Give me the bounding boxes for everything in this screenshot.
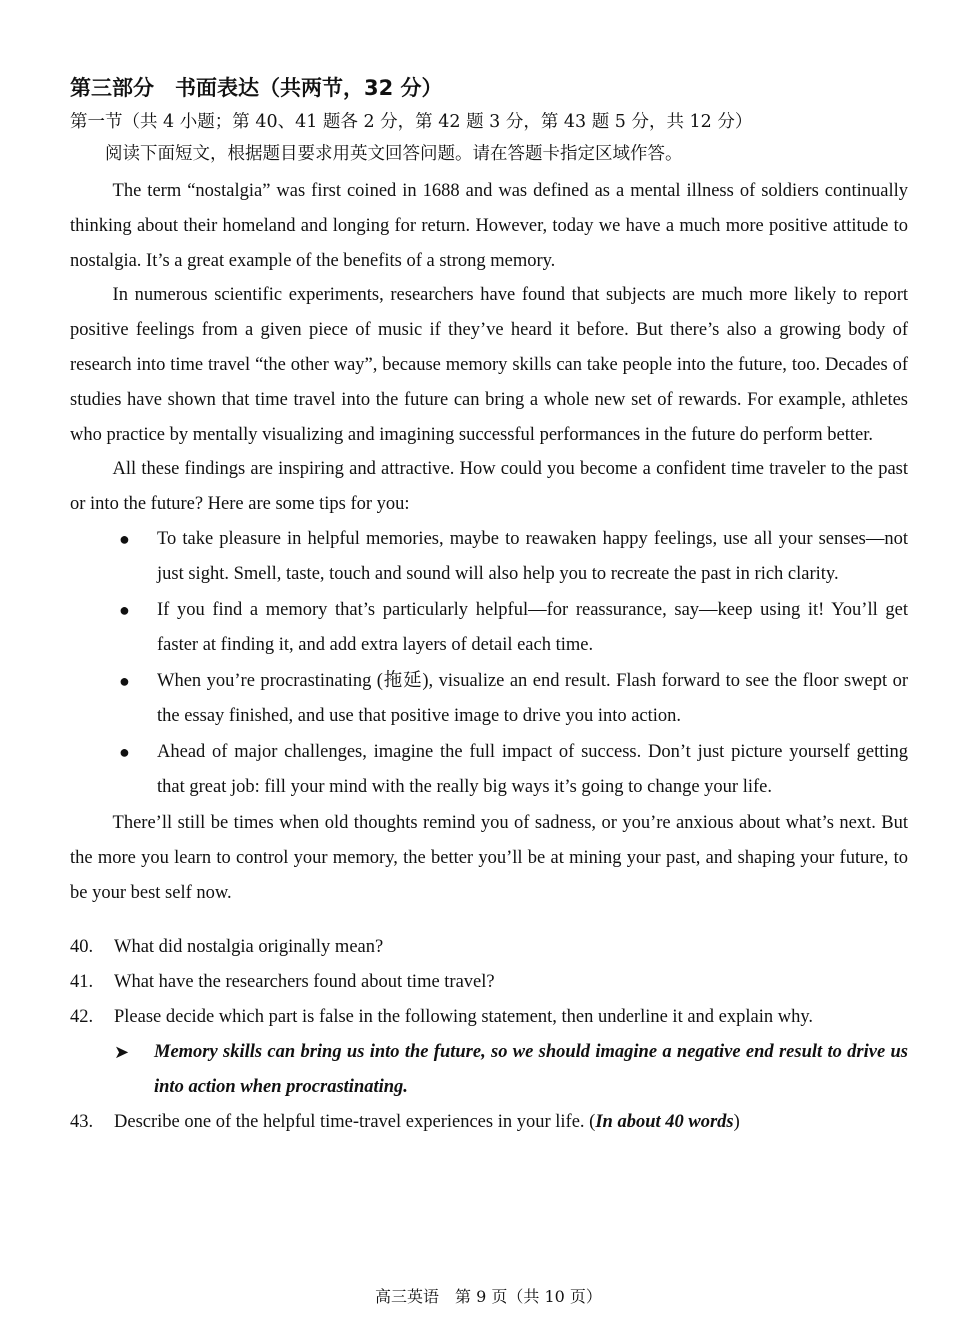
- question-42-statement: [114, 1035, 908, 1105]
- bullet-icon: ●: [119, 528, 130, 549]
- question-number: 40.: [70, 937, 94, 958]
- word-count-note: In about 40 words: [595, 1112, 734, 1133]
- statement-text: Memory skills can bring us into the future, so we should imagine a negative end result to drive us into action when procrastinating.: [154, 1042, 908, 1098]
- question-40: [70, 930, 908, 965]
- tip-item: [70, 522, 908, 593]
- page-footer: 高三英语 第 9 页（共 10 页）: [375, 1287, 602, 1306]
- passage-paragraph-1: The term “nostalgia” was first coined in 1688 and was defined as a mental illness of soldiers continually thinking about their homeland and longing for return. However, today we have a much more positive attitude to nostalgia. It’s a great example of the benefits of a strong memory.: [70, 181, 908, 271]
- question-text-wrapper: [114, 1105, 908, 1140]
- question-41: [70, 965, 908, 1000]
- passage-closing-paragraph: There’ll still be times when old thoughts remind you of sadness, or you’re anxious about what’s next. But the more you learn to control your memory, the better you’ll be at mining your past, and shaping your future, to be your best self now.: [70, 812, 908, 903]
- instruction-text: 阅读下面短文，根据题目要求用英文回答问题。请在答题卡指定区域作答。: [105, 144, 683, 164]
- question-text: Describe one of the helpful time-travel experiences in your life. (: [114, 1112, 596, 1133]
- section-title: 第一节（共 4 小题；第 40、41 题各 2 分，第 42 题 3 分，第 43 题 5 分，共 12 分）: [70, 112, 753, 132]
- bullet-icon: ●: [119, 741, 130, 762]
- question-text: Please decide which part is false in the following statement, then underline it and explain why.: [114, 1007, 814, 1028]
- question-number: 41.: [70, 972, 94, 993]
- question-text: What did nostalgia originally mean?: [114, 937, 384, 958]
- question-43: [70, 1105, 908, 1140]
- tip-item: [70, 664, 908, 735]
- arrow-right-icon: ➤: [114, 1042, 130, 1064]
- tip-text: If you find a memory that’s particularly helpful—for reassurance, say—keep using it! You’ll get faster at finding it, and add extra layers of detail each time.: [157, 599, 908, 656]
- exam-page: [70, 72, 908, 1140]
- tip-text: Ahead of major challenges, imagine the full impact of success. Don’t just picture yourself getting that great job: fill your mind with the really big ways it’s going to change your life.: [157, 741, 908, 798]
- tip-item: [70, 735, 908, 806]
- passage-paragraph-3: All these findings are inspiring and attractive. How could you become a confident time traveler to the past or into the future? Here are some tips for you:: [70, 459, 908, 515]
- tip-item: [70, 593, 908, 664]
- question-number: 43.: [70, 1112, 94, 1133]
- questions-list: [70, 930, 908, 1140]
- tips-list: [70, 522, 908, 806]
- question-close-paren: ): [733, 1112, 740, 1133]
- question-42: [70, 1000, 908, 1035]
- question-text: What have the researchers found about time travel?: [114, 972, 495, 993]
- bullet-icon: ●: [119, 670, 130, 691]
- passage-paragraph-2: In numerous scientific experiments, researchers have found that subjects are much more likely to report positive feelings from a given piece of music if they’ve heard it before. But there’s also a growing body of research into time travel “the other way”, because memory skills can take people into the future, too. Decades of studies have shown that time travel into the future can bring a whole new set of rewards. For example, athletes who practice by mentally visualizing and imagining successful performances in the future do perform better.: [70, 285, 908, 445]
- part-title: 第三部分 书面表达（共两节，32 分）: [70, 76, 443, 100]
- tip-text: When you’re procrastinating (拖延), visualize an end result. Flash forward to see the floor swept or the essay finished, and use that positive image to drive you into action.: [157, 670, 908, 727]
- tip-text: To take pleasure in helpful memories, maybe to reawaken happy feelings, use all your senses—not just sight. Smell, taste, touch and sound will also help you to recreate the past in rich clarity.: [157, 528, 908, 585]
- bullet-icon: ●: [119, 599, 130, 620]
- question-number: 42.: [70, 1007, 94, 1028]
- reading-passage: [70, 174, 908, 910]
